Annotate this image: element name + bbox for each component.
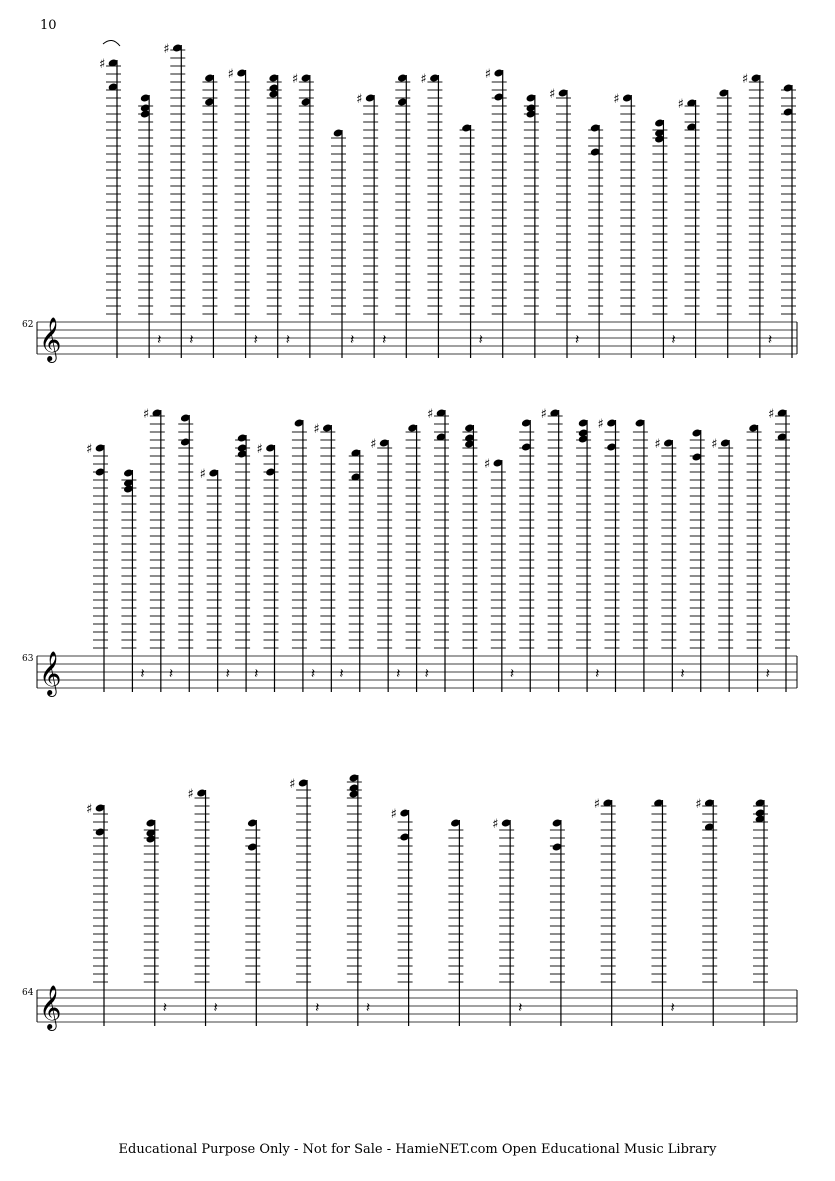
sharp-icon: ♯ [483, 457, 491, 472]
rest-icon: 𝄽 [168, 666, 174, 682]
sharp-icon: ♯ [420, 72, 427, 87]
rest-icon: 𝄽 [213, 1000, 218, 1016]
sharp-icon: ♯ [256, 442, 263, 457]
rest-icon: 𝄽 [189, 332, 194, 348]
rest-icon: 𝄽 [315, 1000, 320, 1016]
measure-number-62: 62 [22, 320, 34, 330]
sharp-icon: ♯ [163, 42, 170, 57]
sharp-icon: ♯ [695, 797, 702, 812]
sharp-icon: ♯ [390, 807, 397, 822]
rest-icon: 𝄽 [509, 666, 515, 682]
treble-clef-icon: 𝄞 [39, 317, 62, 361]
rest-icon: 𝄽 [396, 666, 401, 682]
sharp-icon: ♯ [711, 437, 718, 452]
sharp-icon: ♯ [99, 57, 106, 72]
rest-icon: 𝄽 [225, 666, 230, 682]
sharp-icon: ♯ [289, 777, 296, 792]
treble-clef-icon: 𝄞 [39, 985, 62, 1029]
rest-icon: 𝄽 [310, 666, 316, 682]
rest-icon: 𝄽 [382, 332, 387, 348]
rest-icon: 𝄽 [765, 666, 770, 682]
rest-icon: 𝄽 [424, 666, 429, 682]
sharp-icon: ♯ [199, 467, 206, 482]
sharp-icon: ♯ [484, 67, 492, 82]
sharp-icon: ♯ [549, 87, 556, 102]
sharp-icon: ♯ [142, 407, 150, 422]
rest-icon: 𝄽 [162, 1000, 168, 1016]
sharp-icon: ♯ [291, 72, 299, 87]
rest-icon: 𝄽 [478, 332, 483, 348]
rest-icon: 𝄽 [253, 332, 258, 348]
rest-icon: 𝄽 [518, 1000, 523, 1016]
sharp-icon: ♯ [593, 797, 600, 812]
sharp-icon: ♯ [313, 422, 320, 437]
rest-icon: 𝄽 [575, 332, 580, 348]
sharp-icon: ♯ [597, 417, 604, 432]
sharp-icon: ♯ [427, 407, 434, 422]
rest-icon: 𝄽 [350, 332, 355, 348]
treble-clef-icon: 𝄞 [39, 651, 62, 695]
sharp-icon: ♯ [654, 437, 661, 452]
sharp-icon: ♯ [227, 67, 234, 82]
sharp-icon: ♯ [86, 442, 93, 457]
rest-icon: 𝄽 [595, 666, 600, 682]
sharp-icon: ♯ [768, 407, 775, 422]
rest-icon: 𝄽 [285, 332, 291, 348]
sharp-icon: ♯ [540, 407, 547, 422]
rest-icon: 𝄽 [680, 666, 685, 682]
measure-number-64: 64 [22, 988, 34, 998]
sharp-icon: ♯ [492, 817, 499, 832]
sharp-icon: ♯ [356, 92, 363, 107]
rest-icon: 𝄽 [140, 666, 145, 682]
sharp-icon: ♯ [741, 72, 749, 87]
rest-icon: 𝄽 [670, 1000, 675, 1016]
sharp-icon: ♯ [613, 92, 620, 107]
sharp-icon: ♯ [187, 787, 194, 802]
rest-icon: 𝄽 [767, 332, 773, 348]
measure-number-63: 63 [22, 654, 34, 664]
rest-icon: 𝄽 [339, 666, 344, 682]
rest-icon: 𝄽 [157, 332, 162, 348]
footer-text: Educational Purpose Only - Not for Sale - HamieNET.com Open Educational Music Library [118, 1142, 717, 1157]
rest-icon: 𝄽 [254, 666, 259, 682]
rest-icon: 𝄽 [365, 1000, 371, 1016]
sharp-icon: ♯ [677, 97, 684, 112]
slur [103, 40, 120, 46]
page-number: 10 [40, 18, 57, 33]
sharp-icon: ♯ [86, 802, 93, 817]
rest-icon: 𝄽 [671, 332, 676, 348]
sharp-icon: ♯ [370, 437, 377, 452]
